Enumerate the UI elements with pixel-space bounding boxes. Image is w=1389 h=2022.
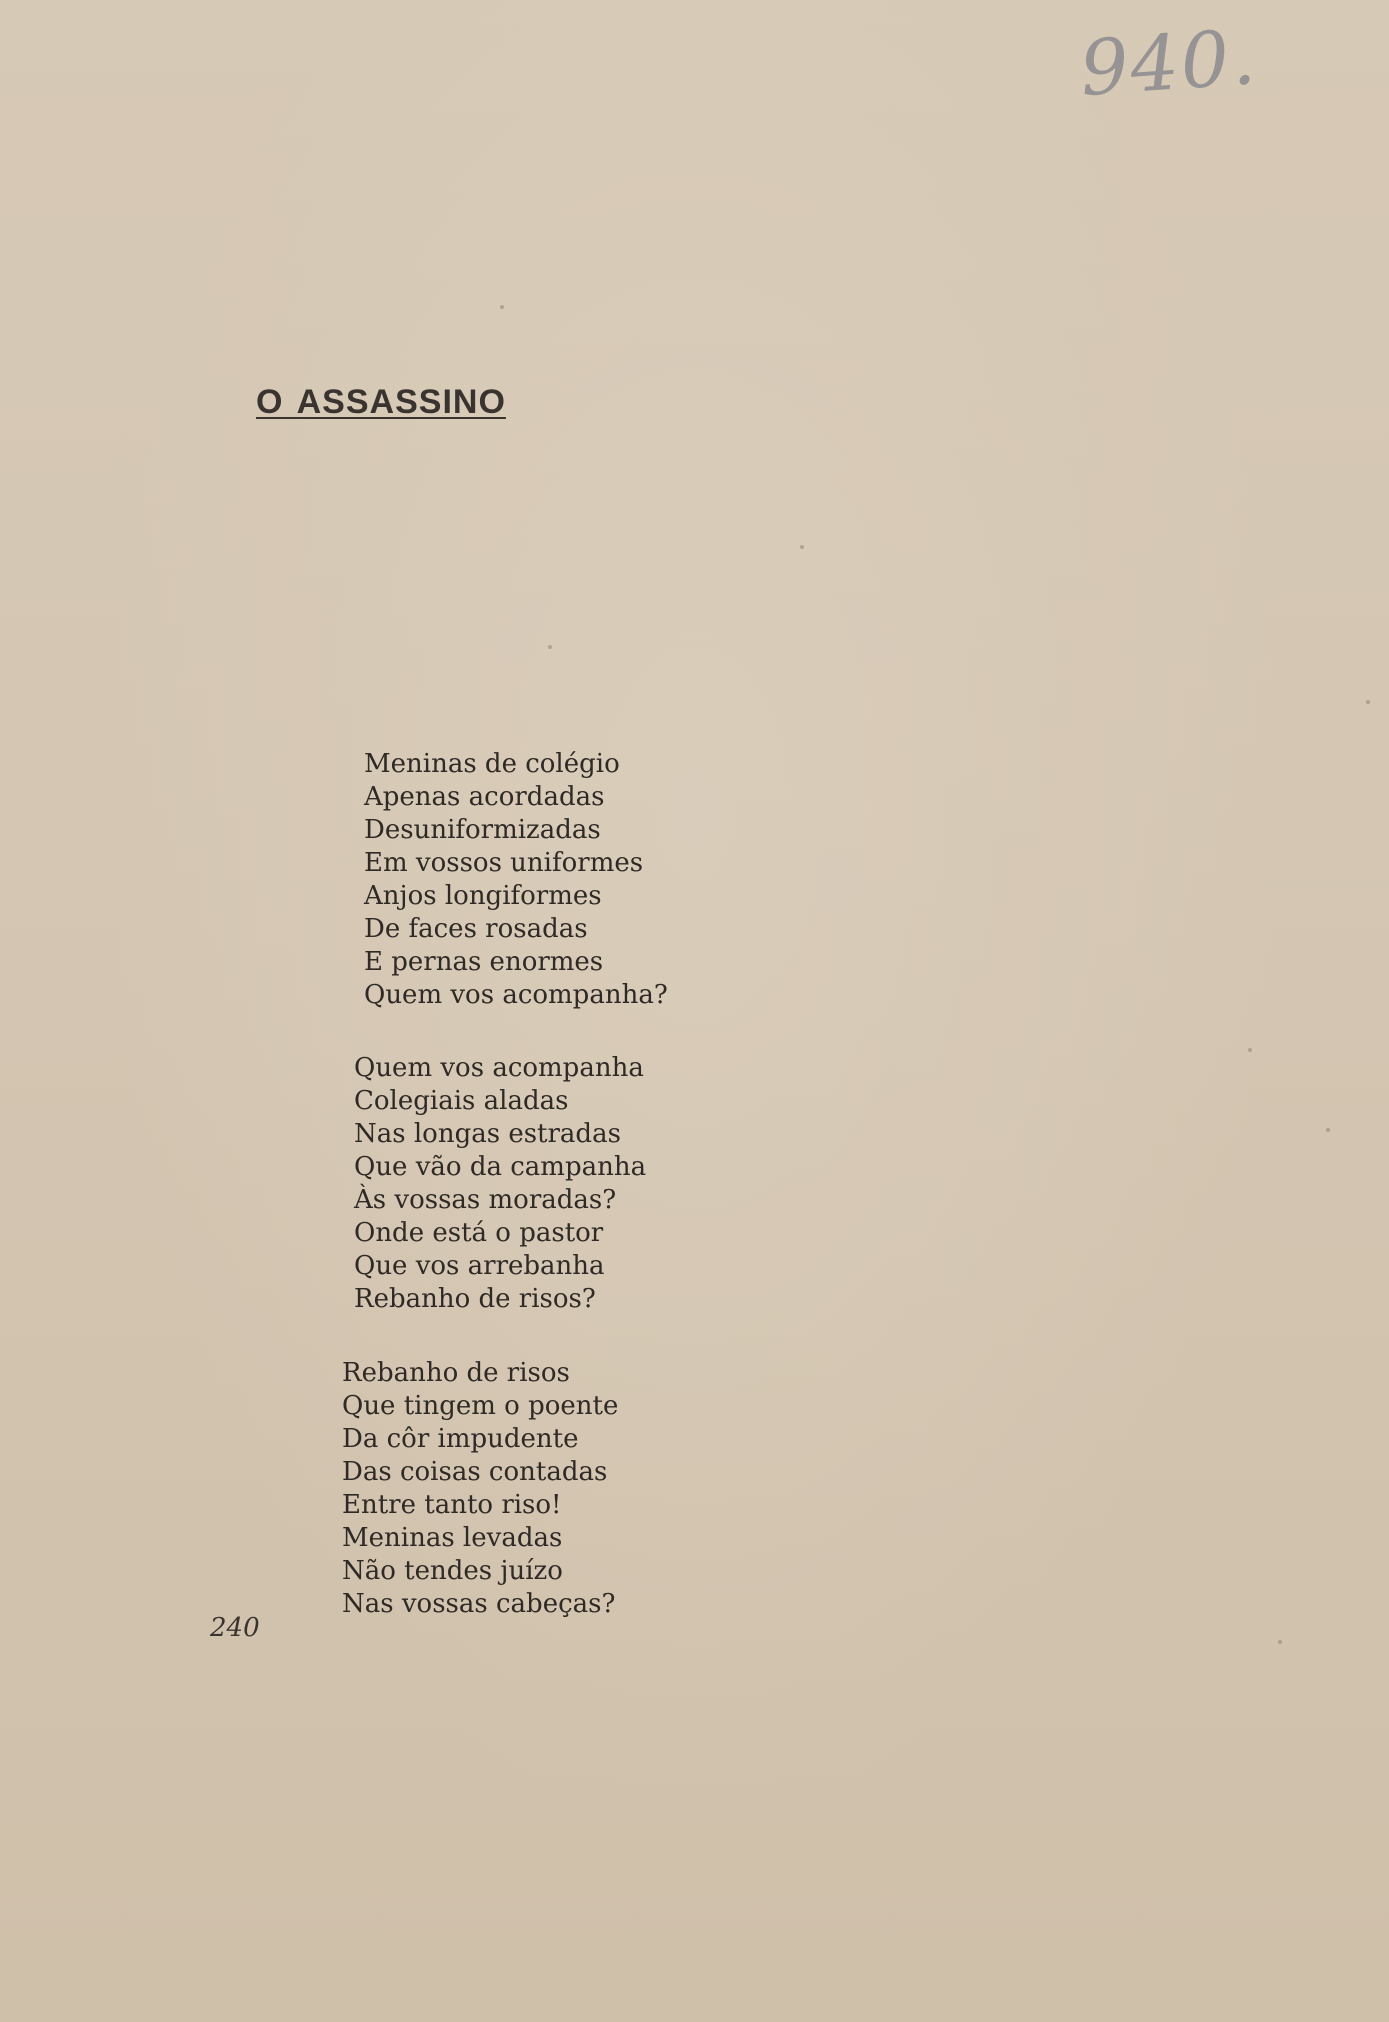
stanza-3	[342, 1357, 618, 1621]
poem-line: De faces rosadas	[364, 914, 588, 944]
poem-line: Que vão da campanha	[354, 1152, 647, 1182]
paper-speck	[500, 305, 504, 309]
poem-line: Quem vos acompanha	[354, 1053, 644, 1083]
poem-line: Colegiais aladas	[354, 1086, 569, 1116]
poem-line: Onde está o pastor	[354, 1218, 604, 1248]
paper-speck	[1278, 1640, 1282, 1644]
paper-speck	[548, 645, 552, 649]
stanza-2	[354, 1052, 646, 1316]
paper-speck	[1366, 700, 1370, 704]
paper-speck	[800, 545, 804, 549]
paper-speck	[1248, 1048, 1252, 1052]
poem-line: Rebanho de risos?	[354, 1284, 596, 1314]
poem-line: Desuniformizadas	[364, 815, 601, 845]
poem-line: Não tendes juízo	[342, 1556, 563, 1586]
poem-line: Nas vossas cabeças?	[342, 1589, 616, 1619]
poem-line: Nas longas estradas	[354, 1119, 621, 1149]
poem-line: Entre tanto riso!	[342, 1490, 562, 1520]
poem-line: Rebanho de risos	[342, 1358, 570, 1388]
poem-line: Anjos longiformes	[364, 881, 602, 911]
page-number: 240	[210, 1613, 260, 1643]
poem-line: Às vossas moradas?	[354, 1185, 617, 1215]
poem-line: Em vossos uniformes	[364, 848, 644, 878]
poem-line: Meninas levadas	[342, 1523, 563, 1553]
paper-speck	[1326, 1128, 1330, 1132]
poem-line: Quem vos acompanha?	[364, 980, 668, 1010]
stanza-1	[364, 748, 668, 1012]
poem-title: O ASSASSINO	[256, 382, 506, 421]
poem-line: Das coisas contadas	[342, 1457, 608, 1487]
handwritten-archive-number: 940.	[1077, 11, 1261, 114]
poem-line: E pernas enormes	[364, 947, 604, 977]
poem-line: Que tingem o poente	[342, 1391, 619, 1421]
poem-line: Que vos arrebanha	[354, 1251, 605, 1281]
poem-line: Meninas de colégio	[364, 749, 620, 779]
poem-line: Da côr impudente	[342, 1424, 579, 1454]
poem-line: Apenas acordadas	[364, 782, 605, 812]
